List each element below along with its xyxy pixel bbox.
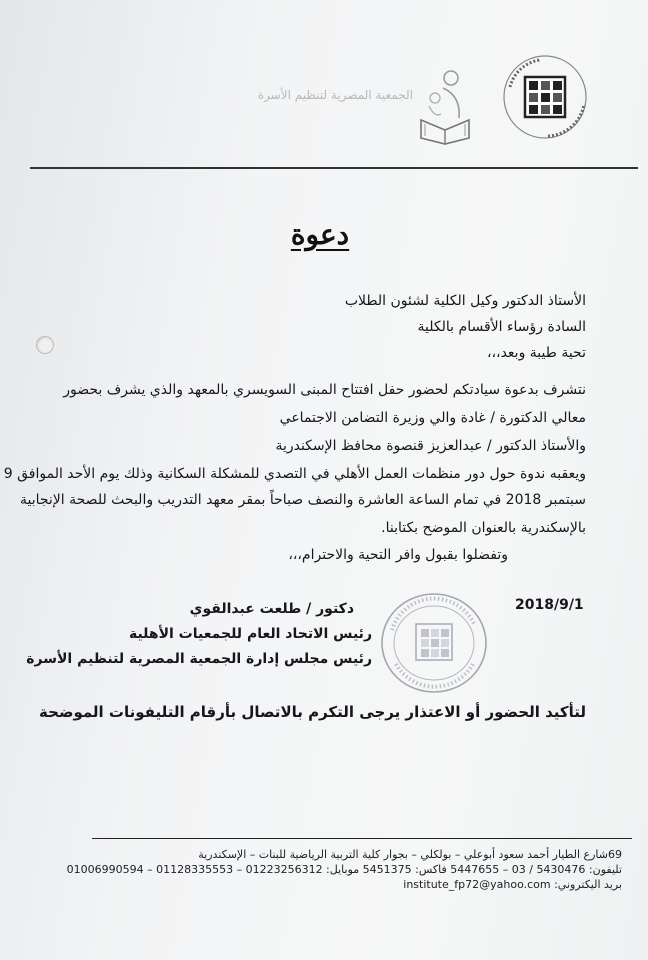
closing-line: وتفضلوا بقبول وافر التحية والاحترام،،، bbox=[288, 547, 508, 563]
signature-block bbox=[26, 597, 372, 672]
signatory-title: رئيس الاتحاد العام للجمعيات الأهلية bbox=[128, 626, 372, 642]
greeting-line: تحية طيبة وبعد،،، bbox=[487, 345, 586, 361]
body-line: بالإسكندرية بالعنوان الموضح بكتابنا. bbox=[381, 520, 586, 536]
page-title: دعوة bbox=[290, 218, 350, 251]
footer-email-line bbox=[403, 878, 622, 891]
header-divider bbox=[30, 167, 638, 169]
official-seal-icon bbox=[378, 590, 490, 696]
body-line: ويعقبه ندوة حول دور منظمات العمل الأهلي في التصدي للمشكلة السكانية وذلك يوم الأحد الموافق 9 bbox=[3, 466, 586, 482]
org-name-header: الجمعية المصرية لتنظيم الأسرة bbox=[257, 88, 413, 102]
body-line: نتشرف بدعوة سيادتكم لحضور حفل افتتاح المبنى السويسري بالمعهد والذي يشرف بحضور bbox=[63, 382, 586, 398]
footer-phones: تليفون: 5430476 / 03 – 5447655 فاكس: 5451375 موبايل: 01223256312 – 01128335553 – 01006990594 bbox=[66, 863, 622, 876]
family-planning-logo-icon bbox=[415, 68, 475, 146]
rsvp-note: لتأكيد الحضور أو الاعتذار يرجى التكرم بالاتصال بأرقام التليفونات الموضحة bbox=[39, 703, 586, 721]
addressee-line: السادة رؤساء الأقسام بالكلية bbox=[417, 319, 586, 335]
footer-email[interactable]: institute_fp72@yahoo.com bbox=[403, 878, 551, 891]
body-line: معالي الدكتورة / غادة والي وزيرة التضامن الاجتماعي bbox=[279, 410, 586, 426]
body-line: والأستاذ الدكتور / عبدالعزيز قنصوة محافظ الإسكندرية bbox=[275, 438, 586, 454]
body-line: سبتمبر 2018 في تمام الساعة العاشرة والنصف صباحاً بمقر معهد التدريب والبحث للصحة الإنجابية bbox=[19, 492, 586, 508]
footer-divider bbox=[92, 838, 632, 839]
footer-email-label: بريد اليكتروني: bbox=[554, 878, 622, 891]
addressee-line: الأستاذ الدكتور وكيل الكلية لشئون الطلاب bbox=[344, 293, 586, 309]
signatory-name: دكتور / طلعت عبدالقوي bbox=[189, 601, 354, 617]
signatory-title: رئيس مجلس إدارة الجمعية المصرية لتنظيم الأسرة bbox=[26, 651, 372, 667]
institute-logo-icon bbox=[500, 52, 590, 142]
letter-date: 2018/9/1 bbox=[515, 597, 584, 613]
footer-address: 69شارع الطيار أحمد سعود أبوعلي – بولكلي – بجوار كلية التربية الرياضية للبنات – الإسكندرية bbox=[198, 848, 622, 861]
